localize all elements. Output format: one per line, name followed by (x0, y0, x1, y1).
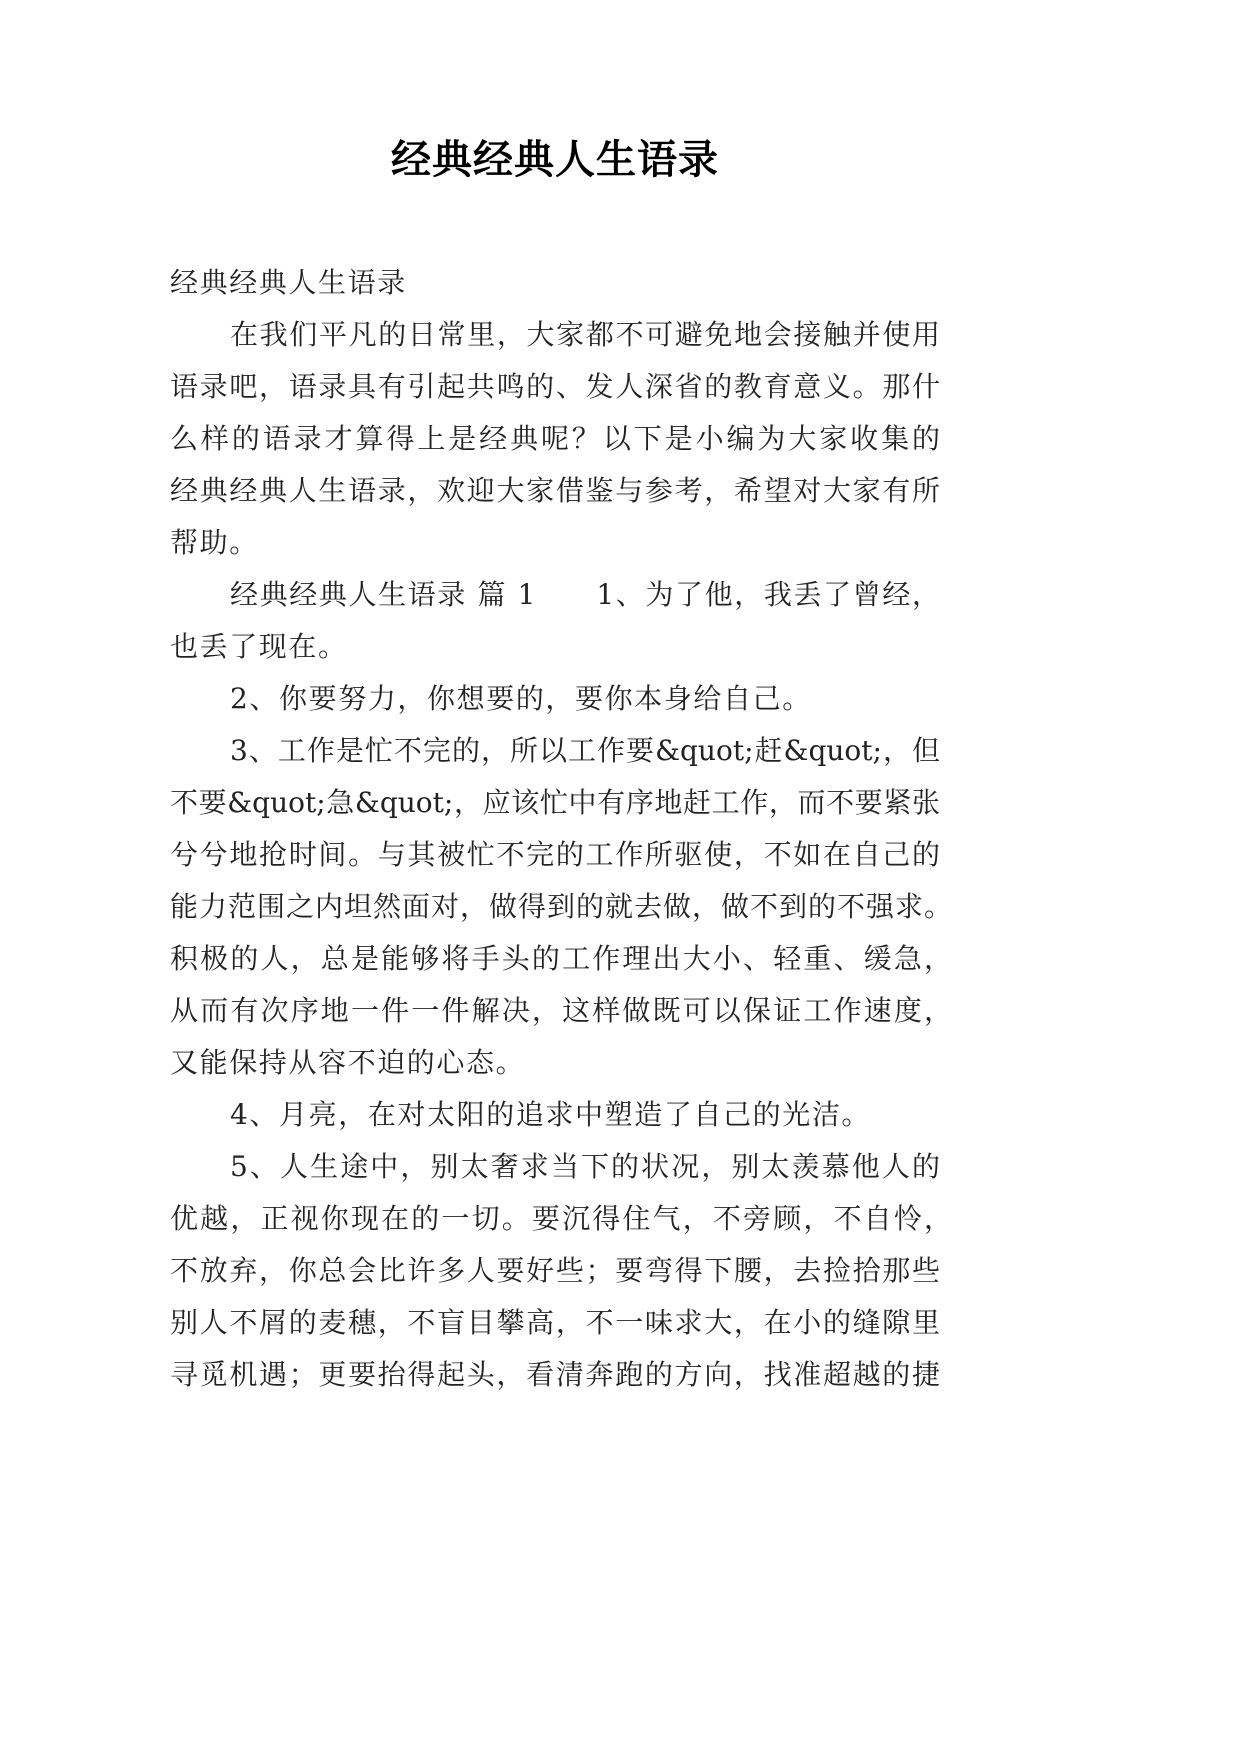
document-heading: 经典经典人生语录 (170, 266, 407, 299)
text-line: 兮兮地抢时间。与其被忙不完的工作所驱使，不如在自己的 (170, 838, 940, 871)
text-line: 在我们平凡的日常里，大家都不可避免地会接触并使用 (230, 318, 940, 351)
text-line: 经典经典人生语录 篇 1 1、为了他，我丢了曾经， (230, 578, 940, 611)
text-line: 能力范围之内坦然面对，做得到的就去做，做不到的不强求。 (170, 890, 952, 923)
paragraph-quote-4 (170, 1089, 940, 1141)
text-line: 不要&quot;急&quot;，应该忙中有序地赶工作，而不要紧张 (170, 786, 940, 819)
text-line: 不放弃，你总会比许多人要好些；要弯得下腰，去捡拾那些 (170, 1254, 940, 1287)
document-title: 经典经典人生语录 (391, 136, 719, 183)
text-line: 2、你要努力，你想要的，要你本身给自己。 (230, 682, 812, 715)
paragraph-quote-1 (170, 569, 940, 673)
paragraph-intro (170, 309, 940, 569)
text-line: 么样的语录才算得上是经典呢？以下是小编为大家收集的 (170, 422, 940, 455)
text-line: 从而有次序地一件一件解决，这样做既可以保证工作速度， (170, 994, 952, 1027)
text-line: 也丢了现在。 (170, 630, 348, 663)
text-line: 语录吧，语录具有引起共鸣的、发人深省的教育意义。那什 (170, 370, 940, 403)
text-line: 积极的人，总是能够将手头的工作理出大小、轻重、缓急， (170, 942, 952, 975)
text-line: 又能保持从容不迫的心态。 (170, 1046, 526, 1079)
text-line: 4、月亮，在对太阳的追求中塑造了自己的光洁。 (230, 1098, 872, 1131)
text-line: 3、工作是忙不完的，所以工作要&quot;赶&quot;，但 (230, 734, 940, 767)
text-line: 寻觅机遇；更要抬得起头，看清奔跑的方向，找准超越的捷 (170, 1358, 940, 1391)
text-line: 经典经典人生语录，欢迎大家借鉴与参考，希望对大家有所 (170, 474, 940, 507)
text-line: 帮助。 (170, 526, 259, 559)
paragraph-quote-5 (170, 1141, 952, 1401)
text-line: 优越，正视你现在的一切。要沉得住气，不旁顾，不自怜， (170, 1202, 952, 1235)
paragraph-quote-2 (170, 673, 940, 725)
document-body (170, 257, 952, 1401)
paragraph-quote-3 (170, 725, 952, 1089)
text-line: 别人不屑的麦穗，不盲目攀高，不一味求大，在小的缝隙里 (170, 1306, 940, 1339)
text-line: 5、人生途中，别太奢求当下的状况，别太羡慕他人的 (230, 1150, 940, 1183)
